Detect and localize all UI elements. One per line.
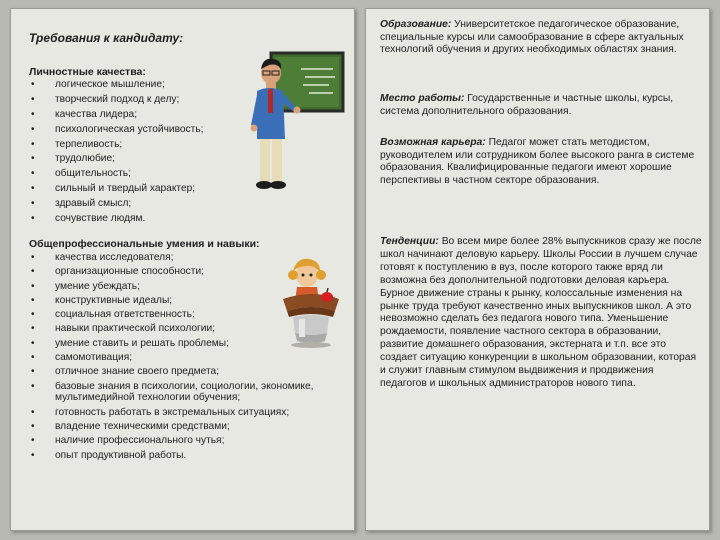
list-item: • базовые знания в психологии, социологии, экономике, мультимедийной технологии обучения; [29,381,319,405]
list-item: • сочувствие людям. [29,213,259,225]
list-item: • готовность работать в экстремальных ситуациях; [29,407,319,419]
career-text: Педагог может стать методистом, руководителем или сотрудником более высокого ранга в системе образования. Квалифицированные педагоги имеют хорошие перспективы в частном секторе образования. [380,137,695,187]
list-item: • качества исследователя; [29,252,319,264]
list-item: • конструктивные идеалы; [29,295,319,307]
section-title: Требования к кандидату: [29,31,184,45]
list-item: • терпеливость; [29,139,259,151]
workplace-text: Государственные и частные школы, курсы, система дополнительного образования. [380,93,674,117]
education-text: Университетское педагогическое образование, специальные курсы или самообразование в сфере актуальных технологий обучения и других необходимых областях знания. [380,19,684,56]
career-paragraph [380,137,702,188]
list-item: • владение техническими средствами; [29,421,319,433]
list-item: • трудолюбие; [29,153,259,165]
workplace-paragraph [380,93,702,118]
list-item: • навыки практической психологии; [29,323,319,335]
list-item: • наличие профессионального чутья; [29,435,319,447]
list-item: • социальная ответственность; [29,309,319,321]
list-item: • творческий подход к делу; [29,94,259,106]
trends-label: Тенденции: [380,236,439,247]
list-item: • опыт продуктивной работы. [29,450,319,462]
list-item: • логическое мышление; [29,79,259,91]
workplace-label: Место работы: [380,93,465,104]
list-item: • общительность; [29,168,259,180]
list-item: • качества лидера; [29,109,259,121]
trends-paragraph [380,236,702,391]
general-skills-heading: Общепрофессиональные умения и навыки: [29,238,260,250]
education-label: Образование: [380,19,452,30]
list-item: • самомотивация; [29,352,319,364]
career-label: Возможная карьера: [380,137,486,148]
personal-qualities-list [29,79,259,225]
personal-qualities-section [29,66,259,228]
list-item: • умение убеждать; [29,281,319,293]
list-item: • организационные способности; [29,266,319,278]
list-item: • сильный и твердый характер; [29,183,259,195]
teacher-at-blackboard-icon [249,47,347,197]
list-item: • отличное знание своего предмета; [29,366,319,378]
education-paragraph [380,19,702,57]
student-at-desk-icon [273,253,355,349]
right-panel [365,8,710,531]
trends-text: Во всем мире более 28% выпускников сразу же после школ начинают деловую карьеру. Школы России в лучшем случае готовят к поступлению в вуз, после которого также вряд ли возможна без дополнительной подготовки деловая карьера. Бурное движение страны к рынку, колоссальные изменения на рынке труда требуют качественно иных выпускников школ. А это невозможно сделать без педагога нового типа. Уменьшение рождаемости, появление частного сектора в образовании, развитие домашнего образования, экстерната и т.п. все это создает ситуацию конкуренции в школьном образовании, которая и служит главным стимулом выдвижения и продвижения педагогов и школьных администраторов нового типа. [380,236,702,389]
left-panel [10,8,355,531]
personal-qualities-heading: Личностные качества: [29,66,146,78]
list-item: • здравый смысл; [29,198,259,210]
list-item: • умение ставить и решать проблемы; [29,338,319,350]
list-item: • психологическая устойчивость; [29,124,259,136]
